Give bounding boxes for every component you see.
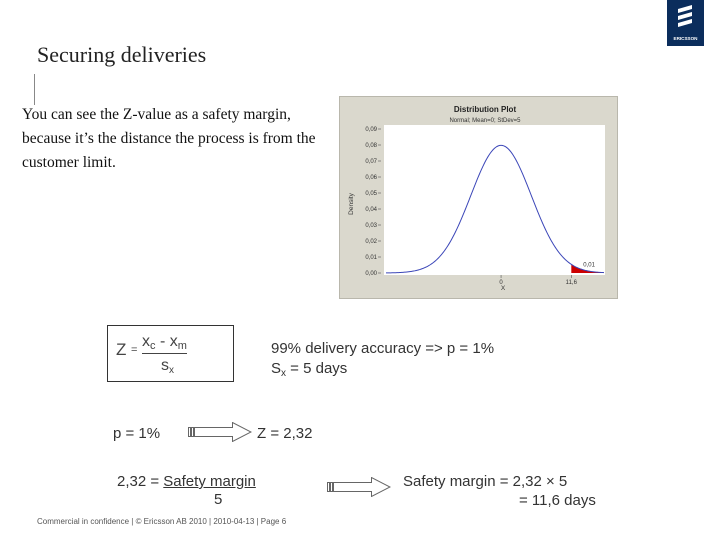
sx-sub: x (281, 368, 287, 379)
formula-denominator (161, 357, 174, 376)
formula-sub-m: m (177, 340, 187, 352)
plot-title: Distribution Plot (453, 105, 517, 114)
y-tick-label: 0,01 (365, 255, 377, 261)
y-tick-label: 0,08 (365, 143, 377, 149)
y-tick-label: 0,07 (365, 159, 377, 165)
sx-main: S (271, 360, 282, 377)
plot-area (384, 125, 605, 275)
safety-margin-denominator: 5 (214, 491, 223, 508)
formula-minus: - (159, 333, 166, 350)
formula-z: Z (116, 340, 127, 359)
formula-numerator (142, 333, 187, 354)
x-tick-label: 0 (499, 280, 503, 286)
y-tick-label: 0,02 (365, 239, 377, 245)
arrow-right-icon (327, 477, 391, 497)
arrow-right-icon (188, 422, 252, 442)
formula-equals: = (131, 344, 138, 356)
z-value-text: Z = 2,32 (257, 425, 313, 442)
safety-margin-prefix: 2,32 = (117, 473, 164, 490)
distribution-plot (339, 96, 618, 299)
delivery-accuracy-text: 99% delivery accuracy => p = 1% (271, 340, 495, 357)
logo-text: ERICSSON (673, 36, 698, 41)
y-axis-ticks (365, 127, 381, 277)
y-tick-label: 0,09 (365, 127, 377, 133)
footer: Commercial in confidence | © Ericsson AB 2010 | 2010-04-13 | Page 6 (37, 517, 287, 526)
sx-rest: = 5 days (286, 360, 348, 377)
result-line-1: Safety margin = 2,32 × 5 (403, 473, 568, 490)
safety-margin-label: Safety margin (163, 473, 256, 490)
x-tick-label: 11,6 (565, 280, 577, 286)
formula-x2: x (169, 333, 178, 350)
y-tick-label: 0,03 (365, 223, 377, 229)
distribution-plot-svg (340, 97, 617, 298)
plot-subtitle: Normal; Mean=0; StDev=5 (449, 118, 521, 124)
title-divider (34, 74, 35, 105)
safety-margin-equation (117, 473, 256, 490)
formula-x1: x (142, 333, 150, 350)
formula-sub-x: x (169, 365, 174, 376)
y-tick-label: 0,06 (365, 175, 377, 181)
p-value-text: p = 1% (113, 425, 161, 442)
result-line-2: = 11,6 days (519, 492, 596, 509)
y-tick-label: 0,04 (365, 207, 377, 213)
sx-statement (271, 360, 347, 379)
formula-s: s (161, 357, 169, 374)
intro-text: You can see the Z-value as a safety margin, because it’s the distance the process is from the customer limit. (22, 106, 316, 171)
ericsson-logo (667, 0, 704, 46)
x-axis-ticks (499, 275, 577, 286)
y-tick-label: 0,05 (365, 191, 377, 197)
tail-probability-label: 0,01 (583, 262, 595, 269)
z-formula-box (107, 325, 234, 382)
y-tick-label: 0,00 (365, 271, 377, 277)
formula-sub-c: c (150, 340, 156, 352)
slide-title: Securing deliveries (37, 42, 207, 67)
plot-ylabel: Density (348, 193, 355, 215)
plot-xlabel: X (500, 285, 506, 292)
